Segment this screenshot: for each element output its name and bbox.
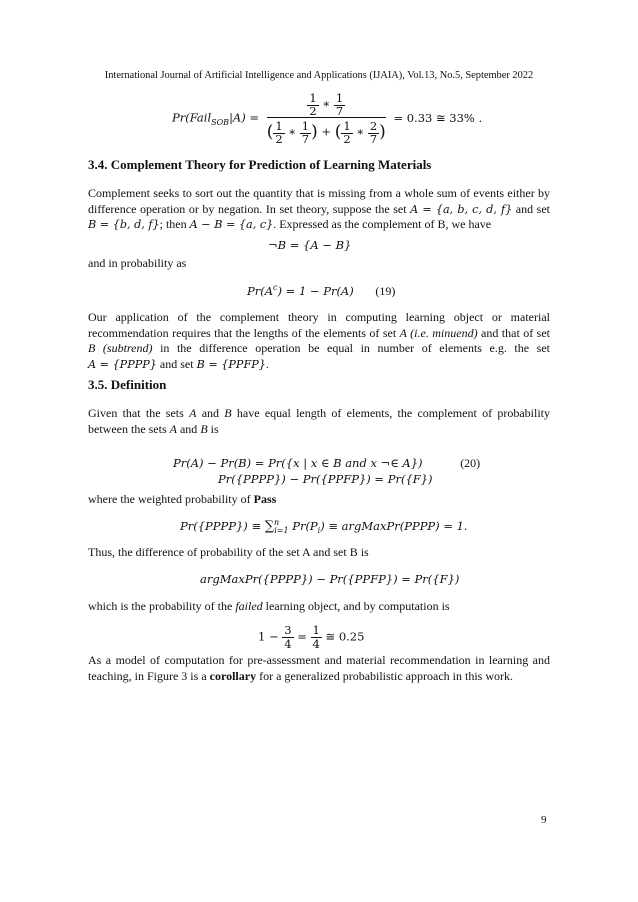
running-header: International Journal of Artificial Intelligence and Applications (IJAIA), Vol.13, No.5, September 2022	[104, 70, 534, 81]
paragraph-difference: Thus, the difference of probability of the set A and set B is	[88, 545, 369, 559]
equation-fail-probability	[172, 92, 482, 145]
paragraph-weighted-pass: where the weighted probability of Pass	[88, 492, 277, 506]
frac-1-2: $\frac{1}{2}$	[309, 91, 317, 118]
paragraph-definition: Given that the sets A and B have equal length of elements, the complement of probability between the sets A and B is	[88, 406, 550, 436]
paragraph-failed: which is the probability of the failed learning object, and by computation is	[88, 599, 450, 613]
equation-20-line-2: Pr({PPPP}) − Pr({PPFP}) = Pr({F})	[218, 472, 433, 486]
equation-19: $Pr(A^c) = 1 - Pr(A)$ (19)	[247, 283, 396, 298]
equation-computation: 1 − $\frac{3}{4}$ = $\frac{1}{4}$ ≅ 0.25	[258, 623, 365, 651]
paragraph-probability-intro: and in probability as	[88, 256, 187, 270]
frac-1-7: $\frac{1}{7}$	[335, 91, 344, 118]
equation-difference: argMaxPr({PPPP}) − Pr({PPFP}) = Pr({F})	[200, 572, 460, 586]
paragraph-corollary: As a model of computation for pre-assessment and material recommendation in learning and teaching, in Figure 3 is a corollary for a generalized probabilistic approach in this work.	[88, 653, 550, 683]
paragraph-complement-intro: Complement seeks to sort out the quantity that is missing from a whole sum of events either by difference operation or by negation. In set theory, suppose the set A = {a, b, c, d, f} and set B = {b, d, f}; then A − B = {a, c}. Expressed as the complement of B, we have	[88, 186, 551, 231]
frac-1-4: $\frac{1}{4}$	[312, 623, 320, 651]
eq-lhs-rest: |A) =	[229, 110, 260, 125]
equation-number-20: (20)	[460, 456, 481, 470]
section-heading-3-4: 3.4. Complement Theory for Prediction of Learning Materials	[88, 157, 432, 172]
paragraph-application: Our application of the complement theory in computing learning object or material recommendation requires that the lengths of the elements of set A (i.e. minuend) and that of set B (subtrend) in the difference operation be equal in number of elements e.g. the set A = {PPPP} and set B = {PPFP}.	[88, 310, 551, 371]
eq-lhs-subscript: SOB	[211, 117, 230, 127]
section-heading-3-5: 3.5. Definition	[88, 377, 167, 392]
eq-lhs: Pr(Fail	[172, 110, 212, 125]
big-fraction-numerator: $\frac{1}{2}$ ∗ $\frac{1}{7}$	[267, 92, 386, 118]
equation-negation: ¬B = {A − B}	[268, 238, 352, 252]
frac-3-4: $\frac{3}{4}$	[284, 623, 292, 651]
equation-number-19: (19)	[375, 283, 396, 298]
page-number: 9	[541, 814, 547, 826]
big-fraction	[267, 92, 386, 145]
equation-pass: Pr({PPPP}) ≡ ∑$^n_{i=1}$ $Pr(P_i)$ ≡ argMaxPr(PPPP) = 1.	[180, 518, 468, 536]
big-fraction-denominator: ( $\frac{1}{2}$ ∗ $\frac{1}{7}$ ) + ( $\frac{1}{2}$ ∗ $\frac{2}{7}$ )	[266, 119, 386, 146]
equation-20-line-1: Pr(A) − Pr(B) = Pr({x | x ∈ B and x ¬∈ A}) (20)	[173, 456, 481, 470]
eq-result: = 0.33 ≅ 33% .	[393, 110, 483, 125]
